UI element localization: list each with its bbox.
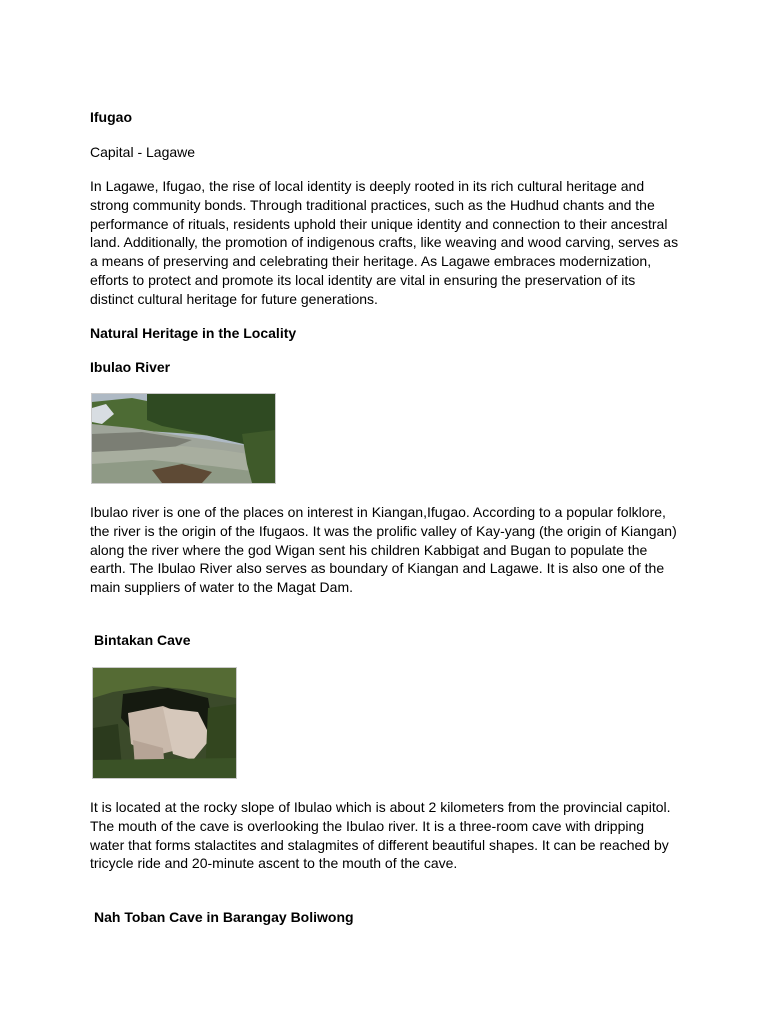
ibulao-river-heading: Ibulao River xyxy=(90,359,171,375)
intro-paragraph: In Lagawe, Ifugao, the rise of local identity is deeply rooted in its rich cultural heritage and strong community bonds. Through traditional practices, such as the Hudhud chants and the performance of rituals, residents uphold their unique identity and connection to their ancestral land. Additionally, the promotion of indigenous crafts, like weaving and wood carving, serves as a means of preserving and celebrating their heritage. As Lagawe embraces modernization, efforts to protect and promote its local identity are vital in ensuring the preservation of its distinct cultural heritage for future generations. xyxy=(90,178,679,307)
nah-toban-cave-heading: Nah Toban Cave in Barangay Boliwong xyxy=(94,909,354,925)
section-heading: Natural Heritage in the Locality xyxy=(90,325,297,341)
cave-entrance-photo xyxy=(92,667,237,779)
ibulao-river-description: Ibulao river is one of the places on interest in Kiangan,Ifugao. According to a popular folklore, the river is the origin of the Ifugaos. It was the prolific valley of Kay-yang (the origin of Kiangan) along the river where the god Wigan sent his children Kabbigat and Bugan to populate the earth. The Ibulao River also serves as boundary of Kiangan and Lagawe. It is also one of the main suppliers of water to the Magat Dam. xyxy=(90,504,677,596)
river-landscape-photo xyxy=(91,393,276,484)
bintakan-cave-heading: Bintakan Cave xyxy=(94,632,191,648)
document-title: Ifugao xyxy=(90,109,132,125)
bintakan-cave-description: It is located at the rocky slope of Ibulao which is about 2 kilometers from the provincial capitol. The mouth of the cave is overlooking the Ibulao river. It is a three-room cave with dripping water that forms stalactites and stalagmites of different beautiful shapes. It can be reached by tricycle ride and 20-minute ascent to the mouth of the cave. xyxy=(90,799,671,872)
capital-line: Capital - Lagawe xyxy=(90,144,196,160)
